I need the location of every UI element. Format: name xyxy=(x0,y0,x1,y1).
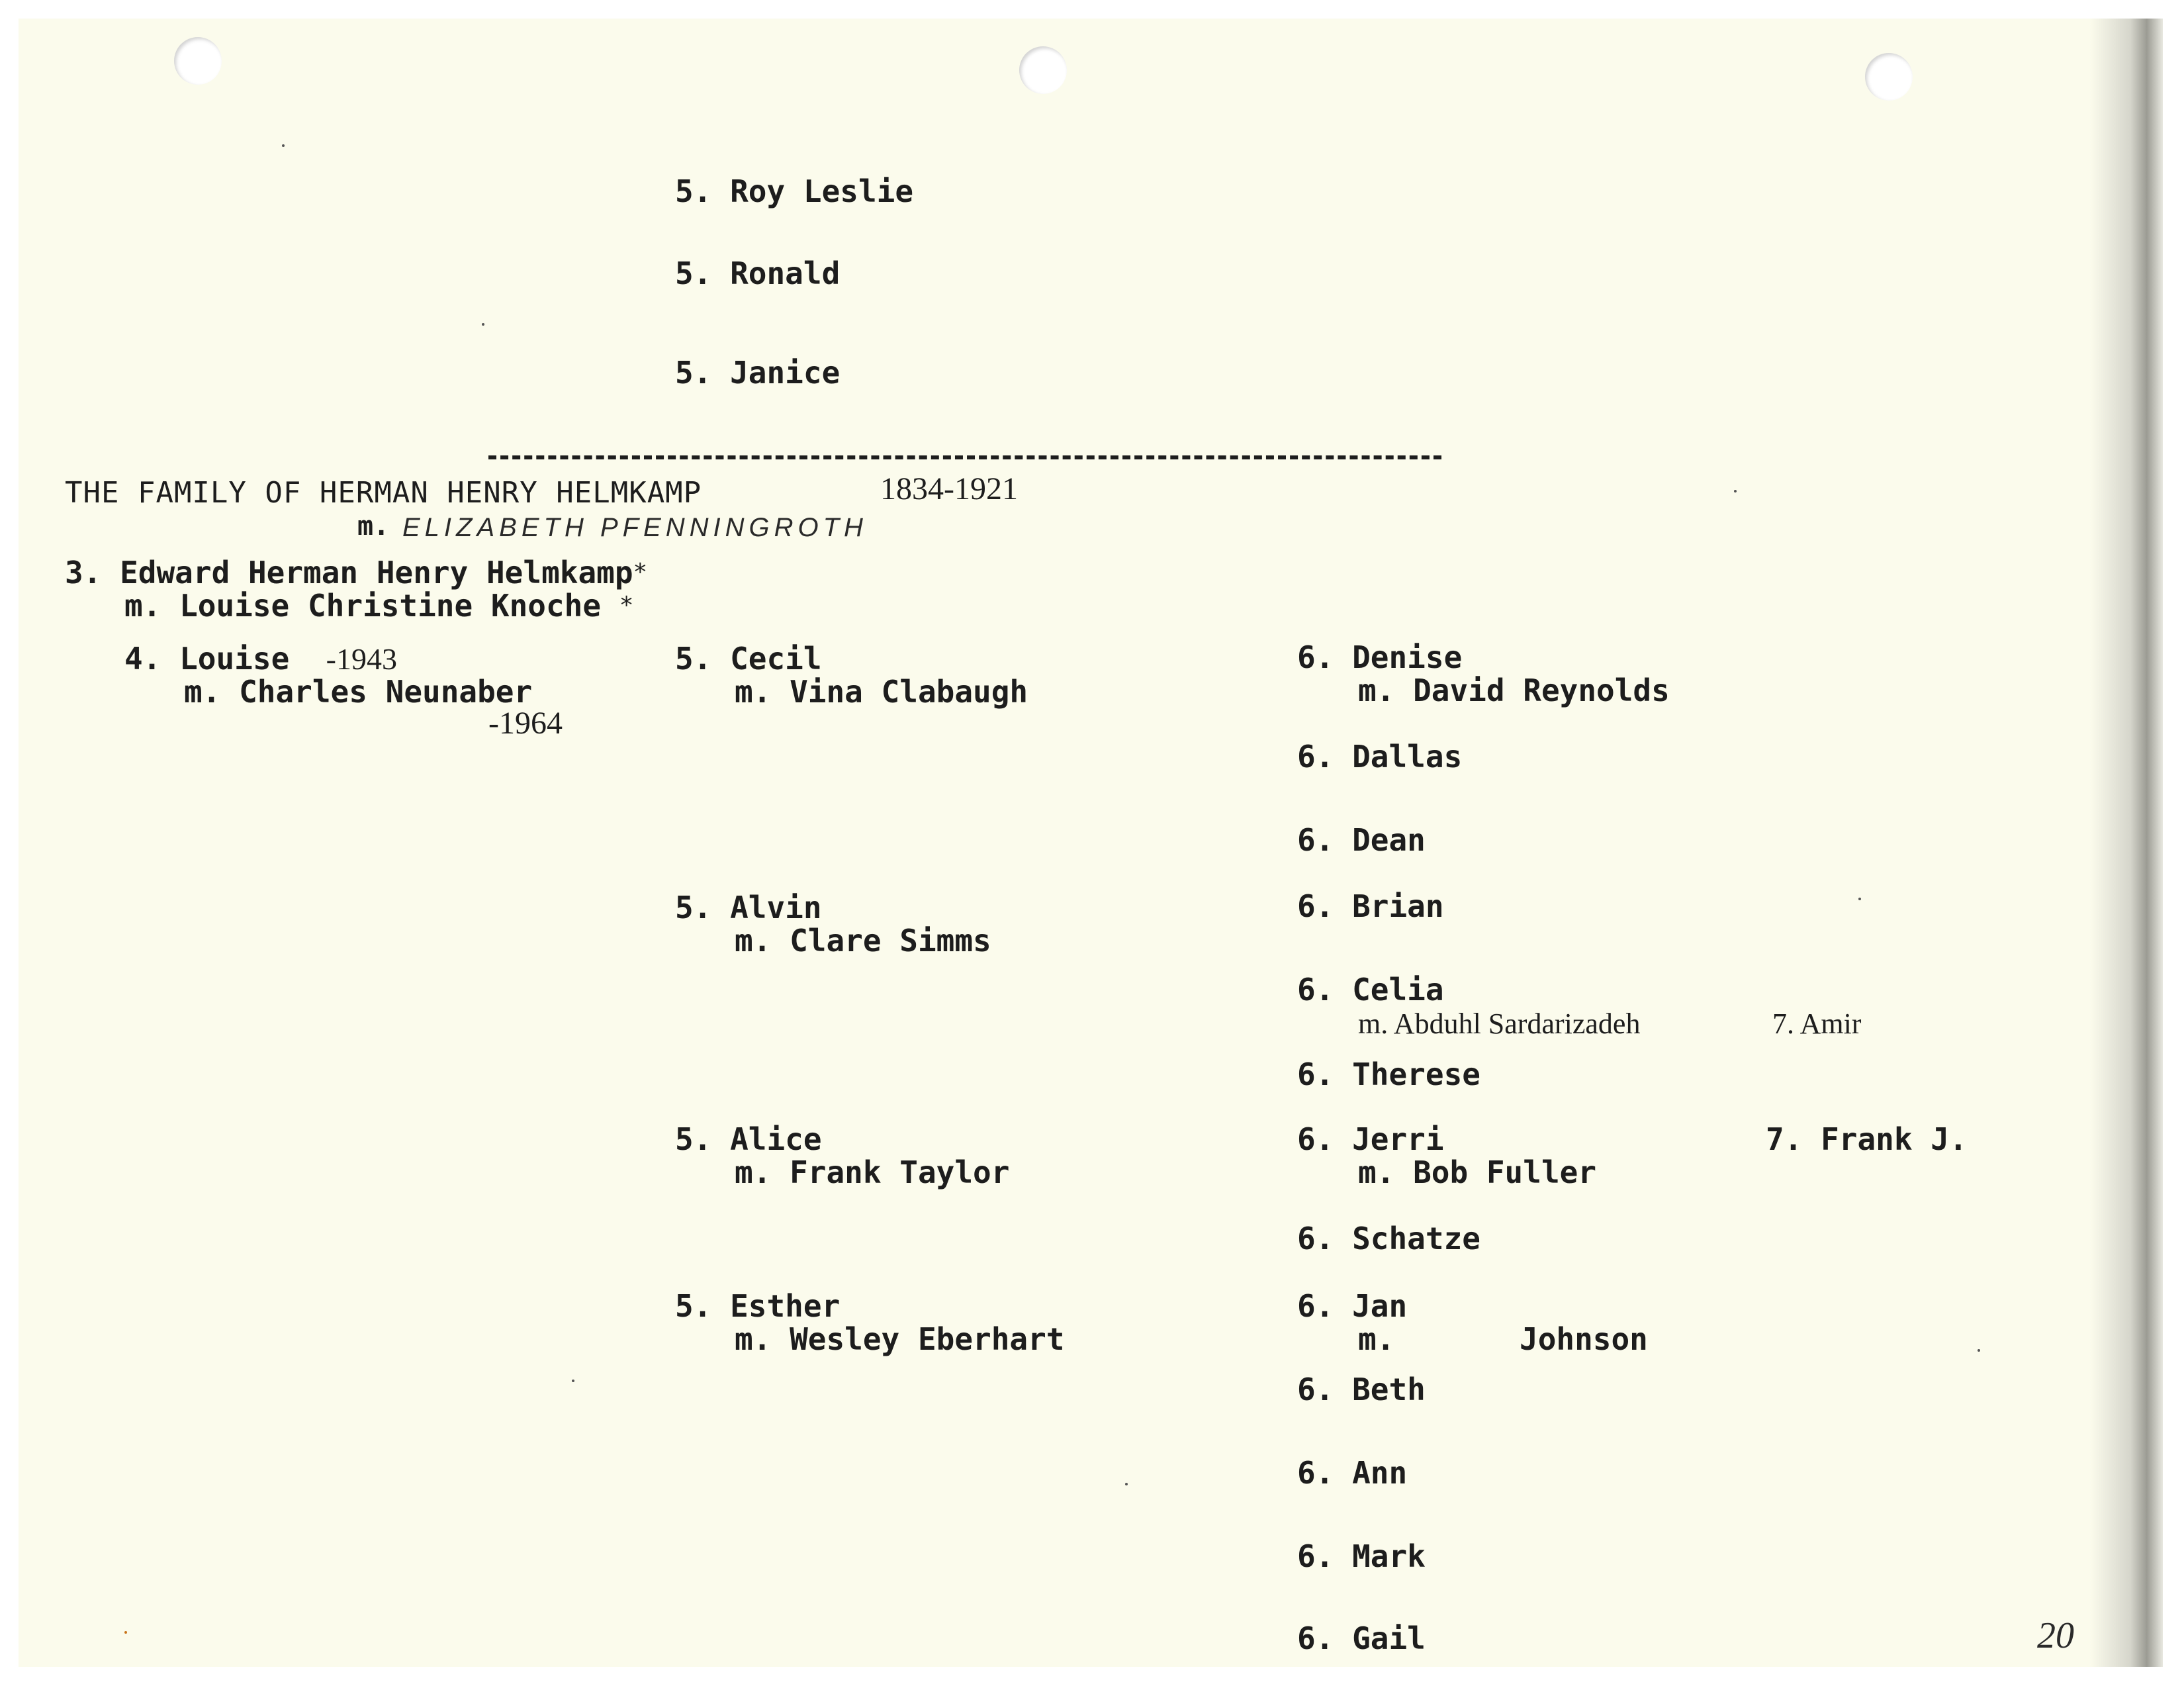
gen6-denise: 6. Denise xyxy=(1297,639,1463,675)
binder-hole-right xyxy=(1865,53,1913,101)
gen6-therese: 6. Therese xyxy=(1297,1056,1480,1092)
continued-entry-ronald: 5. Ronald xyxy=(675,256,841,291)
gen6-gail: 6. Gail xyxy=(1297,1620,1426,1656)
gen5-alvin: 5. Alvin xyxy=(675,890,822,925)
binder-hole-center xyxy=(1019,46,1067,94)
scan-speck xyxy=(1978,1349,1980,1352)
scan-speck xyxy=(1125,1483,1128,1485)
gen6-beth: 6. Beth xyxy=(1297,1372,1426,1407)
gen5-esther: 5. Esther xyxy=(675,1288,841,1324)
gen6-jan-spouse-prefix: m. xyxy=(1358,1321,1395,1357)
gen6-mark: 6. Mark xyxy=(1297,1538,1426,1574)
gen4-spouse: m. Charles Neunaber xyxy=(184,674,533,710)
gen5-alice-spouse: m. Frank Taylor xyxy=(735,1154,1010,1190)
gen6-jerri-spouse: m. Bob Fuller xyxy=(1358,1154,1597,1190)
family-spouse-prefix: m. xyxy=(357,511,390,541)
scan-speck xyxy=(282,144,285,147)
scan-speck xyxy=(124,1631,127,1634)
gen6-celia: 6. Celia xyxy=(1297,972,1444,1008)
binder-hole-left xyxy=(174,37,222,85)
gen6-jerri: 6. Jerri xyxy=(1297,1121,1444,1157)
gen7-frank-j: 7. Frank J. xyxy=(1766,1121,1968,1157)
scanner-edge-shadow xyxy=(2090,19,2163,1667)
gen6-jan-spouse-surname: Johnson xyxy=(1520,1321,1648,1357)
document-page xyxy=(19,19,2163,1667)
gen3-entry: 3. Edward Herman Henry Helmkamp* xyxy=(65,555,648,590)
gen5-cecil-spouse: m. Vina Clabaugh xyxy=(735,674,1028,710)
gen4-entry: 4. Louise -1943 xyxy=(124,641,397,677)
scan-speck xyxy=(1858,898,1861,900)
gen5-esther-spouse: m. Wesley Eberhart xyxy=(735,1321,1065,1357)
family-spouse-handwritten: ELIZABETH PFENNINGROTH xyxy=(402,513,868,542)
scan-speck xyxy=(1734,490,1737,492)
continued-entry-janice: 5. Janice xyxy=(675,355,841,391)
gen6-celia-spouse: m. Abduhl Sardarizadeh xyxy=(1358,1008,1641,1040)
gen6-brian: 6. Brian xyxy=(1297,888,1444,924)
gen6-dallas: 6. Dallas xyxy=(1297,739,1463,774)
page-number-handwritten: 20 xyxy=(2037,1615,2074,1656)
gen7-amir: 7. Amir xyxy=(1772,1008,1862,1040)
continued-entry-roy-leslie: 5. Roy Leslie xyxy=(675,173,914,209)
gen5-cecil: 5. Cecil xyxy=(675,641,822,677)
gen6-dean: 6. Dean xyxy=(1297,822,1426,858)
gen5-alice: 5. Alice xyxy=(675,1121,822,1157)
gen6-denise-spouse: m. David Reynolds xyxy=(1358,673,1670,708)
gen3-spouse: m. Louise Christine Knoche * xyxy=(124,588,634,624)
gen6-schatze: 6. Schatze xyxy=(1297,1221,1480,1256)
section-divider xyxy=(488,455,1441,459)
gen4-spouse-death: -1964 xyxy=(488,706,563,741)
gen6-ann: 6. Ann xyxy=(1297,1455,1408,1491)
family-dates: 1834-1921 xyxy=(880,471,1018,506)
gen5-alvin-spouse: m. Clare Simms xyxy=(735,923,991,959)
scan-speck xyxy=(572,1380,574,1382)
scan-speck xyxy=(482,323,484,326)
gen6-jan: 6. Jan xyxy=(1297,1288,1408,1324)
family-heading: THE FAMILY OF HERMAN HENRY HELMKAMP xyxy=(65,476,702,510)
